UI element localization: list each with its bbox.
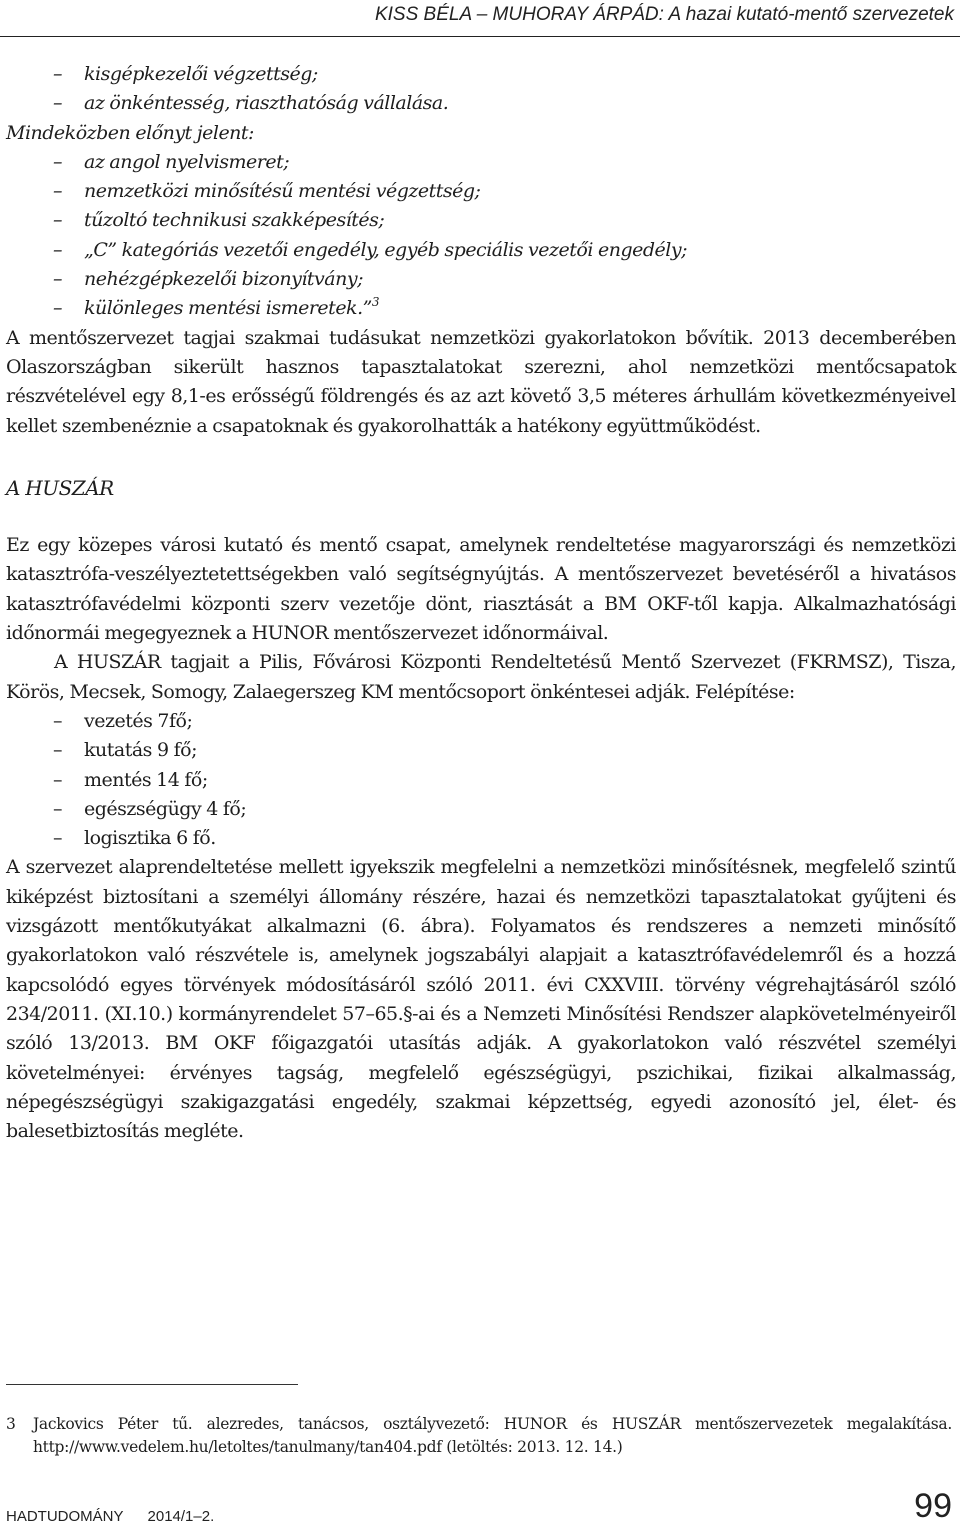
paragraph: A HUSZÁR tagjait a Pilis, Fővárosi Központi Rendeltetésű Mentő Szervezet (FKRMSZ), Tisza, Körös, Mecsek, Somogy, Zalaegerszeg KM mentőcsoport önkéntesei adják. Felépítése: (6, 651, 956, 703)
list-item: – tűzoltó technikusi szakképesítés; (53, 209, 385, 232)
list-item: – „C” kategóriás vezetői engedély, egyéb speciális vezetői engedély; (53, 238, 687, 261)
page-number: 99 (914, 1487, 952, 1525)
list-item: – vezetés 7fő; (53, 709, 193, 732)
list-item: – mentés 14 fő; (53, 768, 208, 791)
list-item: – kutatás 9 fő; (53, 739, 197, 762)
paragraph: A mentőszervezet tagjai szakmai tudásukat nemzetközi gyakorlatokon bővítik. 2013 decemberében Olaszországban sikerült hasznos tapasztalatokat szerezni, ahol nemzetközi mentőcsapatok részvételével egy 8,1-es erősségű földrengés és az azt követő 3,5 méteres árhullám következményeivel kellet szembenéznie a csapatoknak és gyakorolhatták a hatékony együttműködést. (6, 326, 956, 437)
list-item: – logisztika 6 fő. (53, 827, 216, 850)
structure-list (6, 707, 956, 853)
footnote-reference[interactable]: 3 (371, 295, 379, 310)
footer-journal (6, 1508, 214, 1525)
footnote-number: 3 (6, 1415, 16, 1433)
advantage-lead: Mindeközben előnyt jelent: (6, 121, 254, 144)
footnote (6, 1413, 952, 1459)
list-item: – az önkéntesség, riaszthatóság vállalása. (53, 92, 449, 115)
list-item: – nehézgépkezelői bizonyítvány; (53, 268, 363, 291)
list-item: – kisgépkezelői végzettség; (53, 63, 318, 85)
intro-list (6, 60, 956, 119)
list-item: – nemzetközi minősítésű mentési végzettség; (53, 180, 481, 203)
running-header: KISS BÉLA – MUHORAY ÁRPÁD: A hazai kutató-mentő szervezetek (374, 4, 954, 25)
footnote-text: Jackovics Péter tű. alezredes, tanácsos, osztályvezető: HUNOR és HUSZÁR mentőszervezetek megalakítása. http://www.vedelem.hu/letoltes/tanulmany/tan404.pdf (letöltés: 2013. 12. 14.) (33, 1415, 952, 1456)
footnote-rule (6, 1384, 298, 1385)
body-text (6, 60, 956, 1146)
paragraph: Ez egy közepes városi kutató és mentő csapat, amelynek rendeltetése magyarországi és nemzetközi katasztrófa-veszélyeztetettségekben való segítségnyújtás. A mentőszervezet bevetéséről a hivatásos katasztrófavédelmi központi szerv vezetője dönt, riasztását a BM OKF-től kapja. Alkalmazhatósági időnormái megegyeznek a HUNOR mentőszervezet időnormáival. (6, 534, 956, 645)
section-heading: A HUSZÁR (6, 475, 114, 500)
header-rule (0, 36, 960, 37)
advantage-list (6, 148, 956, 324)
journal-name: HADTUDOMÁNY (6, 1508, 124, 1525)
journal-issue: 2014/1–2. (147, 1508, 215, 1525)
paragraph: A szervezet alaprendeltetése mellett igyekszik megfelelni a nemzetközi minősítésnek, megfelelő szintű kiképzést biztosítani a személyi állomány részére, hazai és nemzetközi tapasztalatokat gyűjteni és vizsgázott mentőkutyákat alkalmazni (6. ábra). Folyamatos és rendszeres a nemzeti minősítő gyakorlatokon való részvétele is, amelynek jogszabályi alapjait a katasztrófavédelemről és a hozzá kapcsolódó egyes törvények módosításáról szóló 2011. évi CXXVIII. törvény végrehajtásáról szóló 234/2011. (XI.10.) kormányrendelet 57–65.§-ai és a Nemzeti Minősítési Rendszer alapkövetelményeiről szóló 13/2013. BM OKF főigazgatói utasítás adják. A gyakorlatokon való részvétel személyi követelményei: érvényes tagság, megfelelő egészségügyi, pszichikai, fizikai alkalmasság, népegészségügyi szakigazgatási engedély, szakmai képzettség, egyedi azonosító jel, élet- és balesetbiztosítás megléte. (6, 856, 956, 1143)
list-item: – egészségügy 4 fő; (53, 797, 247, 820)
list-item: – különleges mentési ismeretek.”$^3$ (53, 295, 379, 320)
list-item: – az angol nyelvismeret; (53, 150, 290, 173)
